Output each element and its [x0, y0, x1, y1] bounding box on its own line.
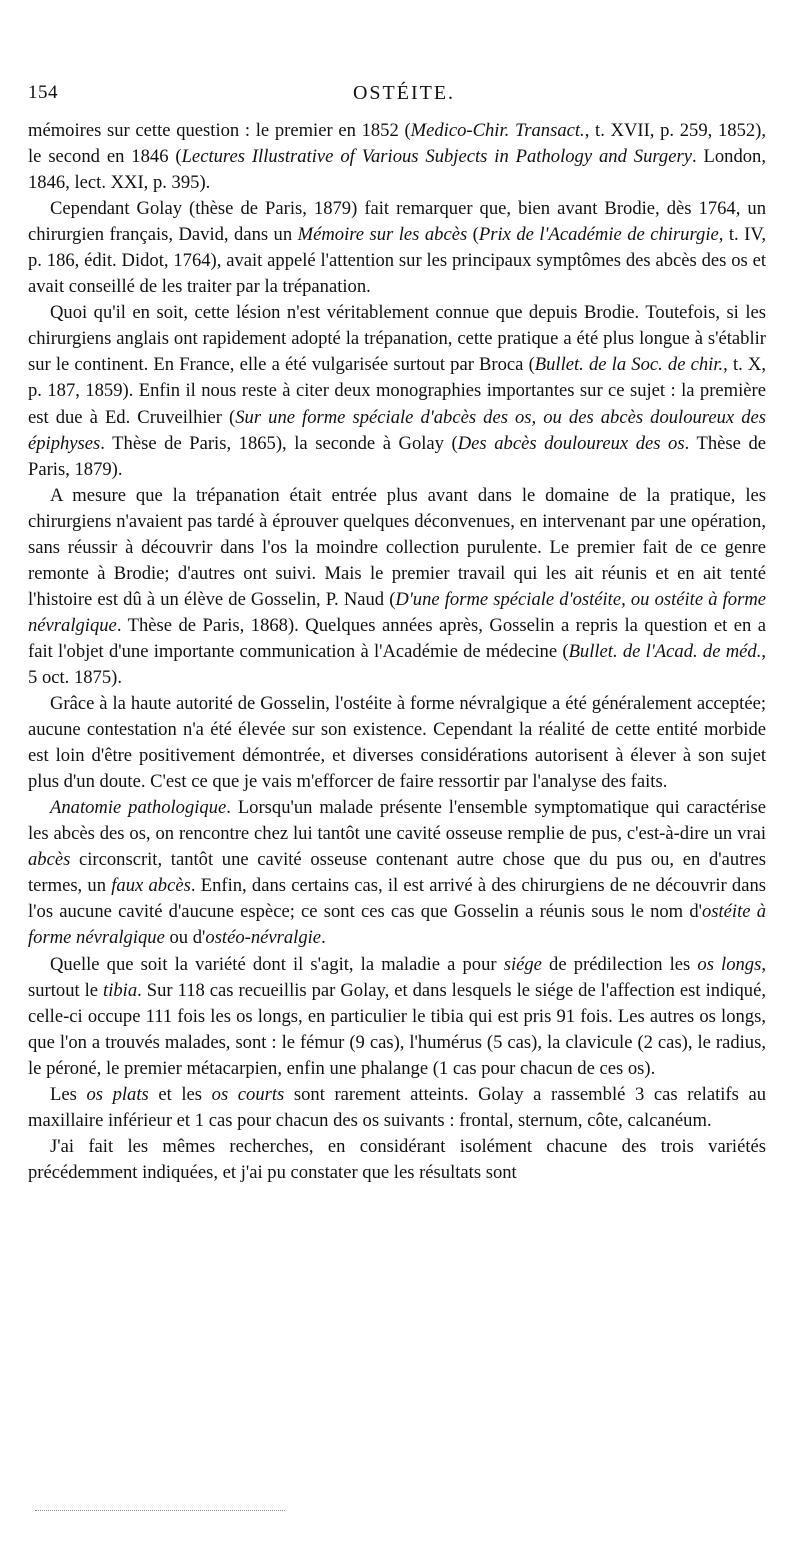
italic-text: Lectures Illustrative of Various Subjects in Pathology and Surgery: [181, 146, 692, 168]
italic-text: os plats: [86, 1083, 149, 1105]
text-run: Cependant Golay (thèse de Paris, 1879) fait remarquer que, bien avant Brodie, dès 1764, un chirurgien français, David, dans un: [28, 198, 766, 246]
text-run: Grâce à la haute autorité de Gosselin, l'ostéite à forme névralgique a été généralement acceptée; aucune contestation n'a été élevée sur son existence. Cependant la réalité de cette entité morbide est loin d'être positivement démontrée, et diverses considérations autorisent à élever à son sujet plus d'un doute. C'est ce que je vais m'efforcer de faire ressortir par l'analyse des faits.: [28, 693, 766, 793]
paragraph: [28, 795, 766, 951]
footer-rule: [35, 1510, 285, 1511]
italic-text: siége: [503, 953, 542, 975]
page-number: 154: [28, 82, 58, 103]
text-run: J'ai fait les mêmes recherches, en considérant isolément chacune des trois variétés précédemment indiquées, et j'ai pu constater que les résultats sont: [28, 1135, 766, 1183]
italic-text: Sur une forme spéciale d'abcès des os, ou des abcès douloureux des épiphyses: [28, 406, 766, 454]
text-run: (: [467, 224, 479, 246]
italic-text: Des abcès douloureux des os: [457, 432, 685, 454]
text-run: . Lorsqu'un malade présente l'ensemble symptomatique qui caractérise les abcès des os, on rencontre chez lui tantôt une cavité osseuse remplie de pus, c'est-à-dire un vrai: [28, 797, 766, 845]
text-run: Quelle que soit la variété dont il s'agit, la maladie a pour: [50, 953, 504, 975]
text-run: . Thèse de Paris, 1865), la seconde à Golay (: [100, 432, 458, 454]
text-run: mémoires sur cette question : le premier en 1852 (: [28, 120, 411, 141]
text-run: de prédilection les: [541, 953, 698, 975]
italic-text: tibia: [103, 979, 138, 1001]
text-run: , t. X, p. 187, 1859). Enfin il nous reste à citer deux monographies importantes sur ce sujet : la première est due à Ed. Cruveilhier (: [28, 354, 766, 428]
italic-text: abcès: [28, 849, 71, 871]
text-run: , t. IV, p. 186, édit. Didot, 1764), avait appelé l'attention sur les principaux symptômes des abcès des os et avait conseillé de les traiter par la trépanation.: [28, 224, 766, 298]
body-text: [28, 118, 766, 1186]
text-run: , 5 oct. 1875).: [28, 640, 767, 688]
text-run: . Thèse de Paris, 1868). Quelques années après, Gosselin a repris la question et en a fait l'objet d'une importante communication à l'Académie de médecine (: [28, 614, 766, 662]
text-run: , surtout le: [28, 953, 766, 1001]
italic-text: os courts: [211, 1083, 285, 1105]
text-run: ou d': [164, 927, 206, 949]
italic-text: Medico-Chir. Transact.: [410, 120, 585, 141]
italic-text: D'une forme spéciale d'ostéite, ou ostéite à forme névralgique: [28, 588, 767, 636]
italic-text: Mémoire sur les abcès: [297, 224, 468, 246]
text-run: .: [321, 927, 326, 949]
italic-text: ostéo-névralgie: [205, 927, 322, 949]
italic-text: Prix de l'Académie de chirurgie: [478, 224, 719, 246]
text-run: Les: [50, 1083, 87, 1105]
italic-text: Bullet. de l'Acad. de méd.: [568, 640, 762, 662]
italic-text: Bullet. de la Soc. de chir.: [534, 354, 724, 376]
paragraph: [28, 483, 766, 691]
paragraph: [28, 952, 766, 1082]
text-run: sont rarement atteints. Golay a rassemblé 3 cas relatifs au maxillaire inférieur et 1 cas pour chacun des os suivants : frontal, sternum, côte, calcanéum.: [28, 1083, 766, 1131]
text-run: . Thèse de Paris, 1879).: [28, 432, 766, 480]
paragraph: [28, 1134, 766, 1186]
text-run: , t. XVII, p. 259, 1852), le second en 1846 (: [28, 120, 767, 168]
text-run: . London, 1846, lect. XXI, p. 395).: [28, 146, 766, 194]
text-run: . Enfin, dans certains cas, il est arrivé à des chirurgiens de ne découvrir dans l'os aucune cavité d'aucune espèce; ce sont ces cas que Gosselin a réunis sous le nom d': [28, 875, 766, 923]
italic-text: faux abcès: [111, 875, 191, 897]
italic-text: Anatomie pathologique: [50, 797, 227, 819]
page-header: [28, 82, 780, 110]
paragraph: [28, 118, 766, 196]
paragraph: [28, 300, 766, 482]
text-run: . Sur 118 cas recueillis par Golay, et dans lesquels le siége de l'affection est indiqué, celle-ci occupe 111 fois les os longs, en particulier le tibia qui est pris 91 fois. Les autres os longs, que l'on a trouvés malades, sont : le fémur (9 cas), l'humérus (5 cas), la clavicule (2 cas), le radius, le péroné, le premier métacarpien, enfin une phalange (1 cas pour chacun de ces os).: [28, 979, 766, 1079]
running-title: OSTÉITE.: [352, 82, 456, 104]
text-run: A mesure que la trépanation était entrée plus avant dans le domaine de la pratique, les chirurgiens n'avaient pas tardé à éprouver quelques déconvenues, en intervenant par une opération, sans réussir à découvrir dans l'os la moindre collection purulente. Le premier fait de ce genre remonte à Brodie; d'autres ont suivi. Mais le premier travail qui les ait réunis et en ait tenté l'histoire est dû à un élève de Gosselin, P. Naud (: [28, 484, 766, 610]
italic-text: ostéite à forme névralgique: [28, 901, 766, 949]
paragraph: [28, 1082, 766, 1134]
text-run: et les: [148, 1083, 212, 1105]
paragraph: [28, 691, 766, 795]
text-run: Quoi qu'il en soit, cette lésion n'est véritablement connue que depuis Brodie. Toutefois, si les chirurgiens anglais ont rapidement adopté la trépanation, cette pratique a été plus longue à s'établir sur le continent. En France, elle a été vulgarisée surtout par Broca (: [28, 302, 766, 376]
italic-text: os longs: [697, 953, 762, 975]
text-run: circonscrit, tantôt une cavité osseuse contenant autre chose que du pus ou, en d'autres termes, un: [28, 849, 766, 897]
paragraph: [28, 196, 766, 300]
